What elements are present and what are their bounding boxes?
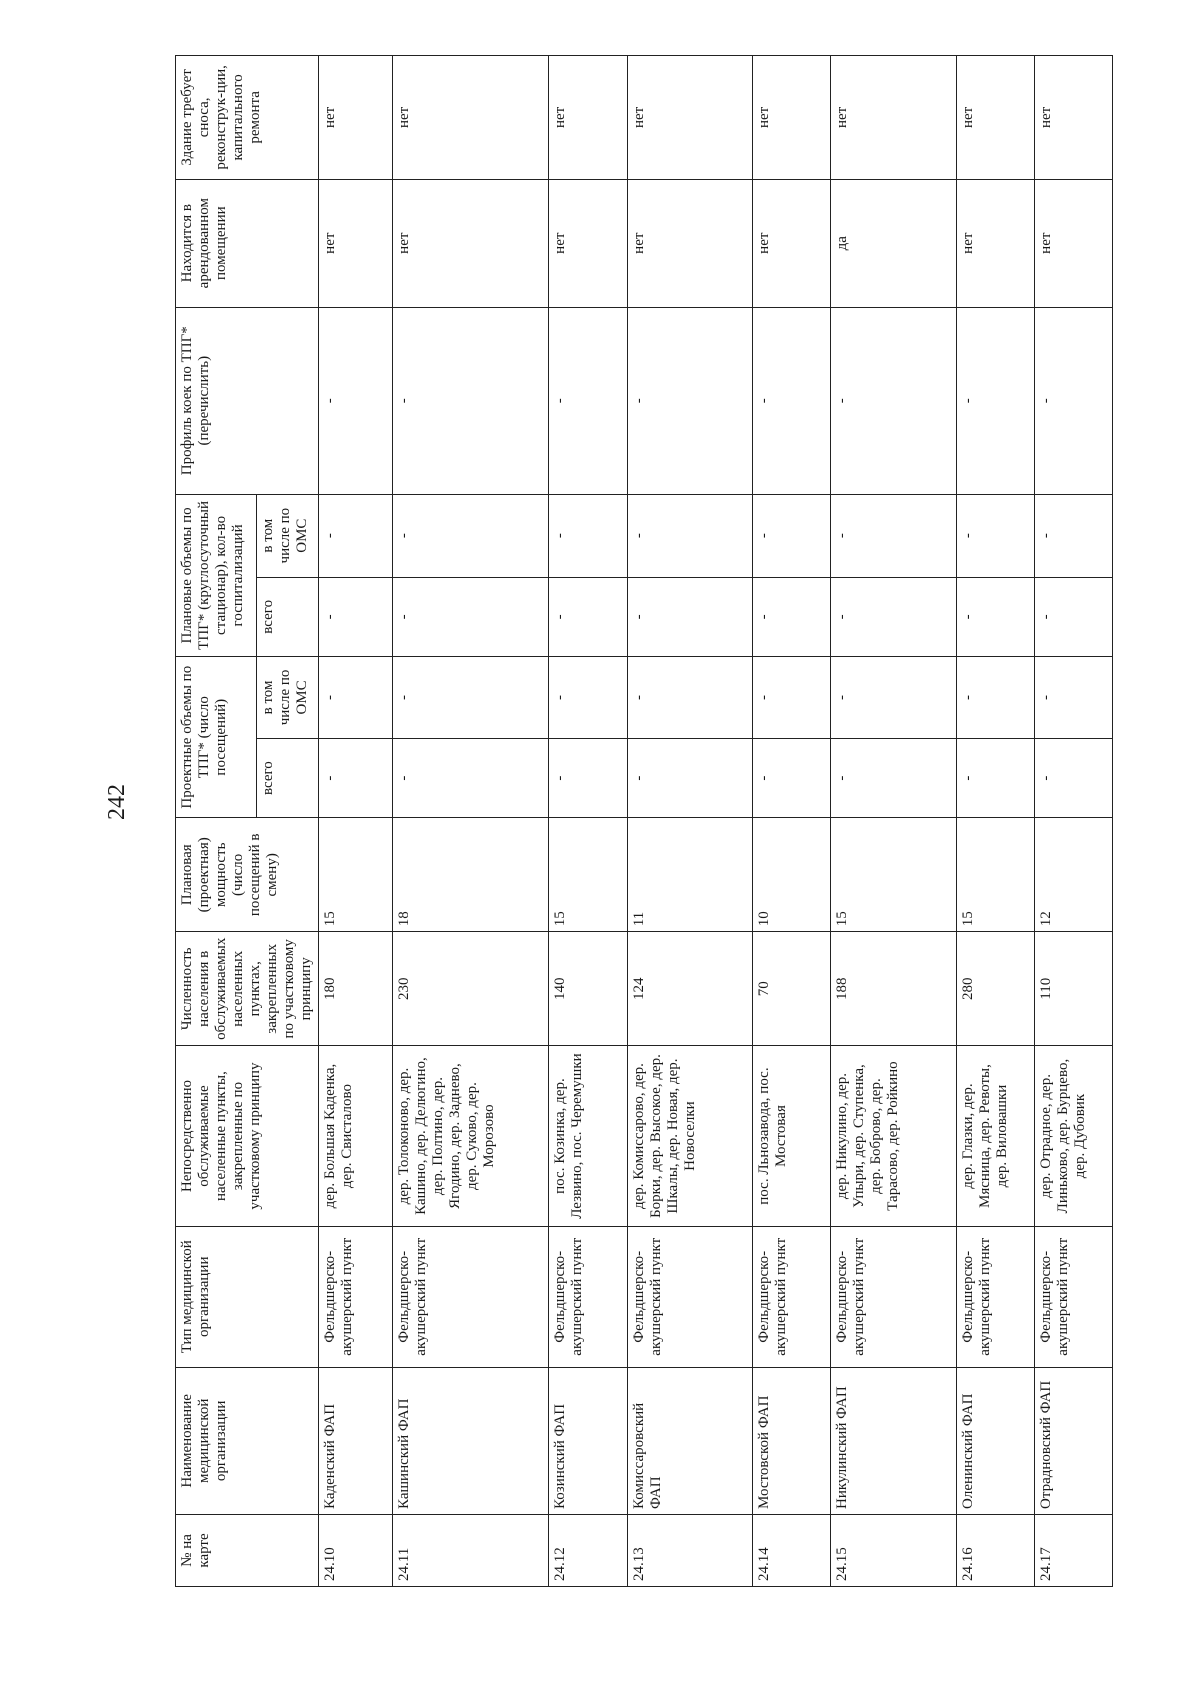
cell-capacity: 15 [319, 818, 393, 932]
cell-num: 24.16 [956, 1514, 1034, 1586]
cell-proj-oms: - [752, 657, 830, 739]
cell-capacity: 15 [956, 818, 1034, 932]
cell-rented: нет [1034, 179, 1112, 307]
cell-num: 24.13 [627, 1514, 752, 1586]
cell-proj-oms: - [627, 657, 752, 739]
cell-plan-oms: - [392, 494, 548, 577]
cell-proj-total: - [752, 738, 830, 818]
header-name: Наименование медицинской организации [176, 1367, 319, 1514]
header-repair: Здание требует сноса, реконструк-ции, капитального ремонта [176, 56, 319, 180]
cell-proj-total: - [392, 738, 548, 818]
cell-name: Никулинский ФАП [831, 1367, 956, 1514]
subheader-plan-oms: в том числе по ОМС [256, 494, 318, 577]
cell-plan-oms: - [319, 494, 393, 577]
medical-organizations-table [175, 55, 1113, 1587]
cell-name: Кашинский ФАП [392, 1367, 548, 1514]
cell-proj-oms: - [831, 657, 956, 739]
page-number: 242 [104, 784, 130, 820]
cell-num: 24.17 [1034, 1514, 1112, 1586]
cell-repair: нет [956, 56, 1034, 180]
cell-proj-oms: - [1034, 657, 1112, 739]
cell-population: 180 [319, 932, 393, 1046]
cell-capacity: 11 [627, 818, 752, 932]
table-row [1034, 56, 1112, 1587]
cell-rented: нет [319, 179, 393, 307]
cell-served: пос. Льнозавода, пос. Мостовая [752, 1046, 830, 1227]
header-plan-volume: Плановые объемы по ТПГ* (круглосуточный стационар), кол-во госпитализаций [176, 494, 257, 656]
cell-name: Оленинский ФАП [956, 1367, 1034, 1514]
table-row [752, 56, 830, 1587]
cell-beds: - [752, 307, 830, 494]
cell-repair: нет [319, 56, 393, 180]
cell-population: 140 [549, 932, 627, 1046]
cell-rented: нет [627, 179, 752, 307]
subheader-proj-total: всего [256, 738, 318, 818]
header-served: Непосредственно обслуживаемые населенные пункты, закрепленные по участковому принципу [176, 1046, 319, 1227]
cell-plan-total: - [1034, 577, 1112, 657]
cell-capacity: 15 [831, 818, 956, 932]
subheader-plan-total: всего [256, 577, 318, 657]
cell-repair: нет [392, 56, 548, 180]
header-beds: Профиль коек по ТПГ* (перечислить) [176, 307, 319, 494]
cell-capacity: 15 [549, 818, 627, 932]
cell-proj-total: - [549, 738, 627, 818]
cell-repair: нет [831, 56, 956, 180]
cell-served: дер. Глазки, дер. Мясница, дер. Ревоты, дер. Виловашки [956, 1046, 1034, 1227]
cell-num: 24.12 [549, 1514, 627, 1586]
cell-name: Комиссаровский ФАП [627, 1367, 752, 1514]
cell-plan-oms: - [752, 494, 830, 577]
cell-plan-total: - [319, 577, 393, 657]
header-proj-volume: Проектные объемы по ТПГ* (число посещений) [176, 657, 257, 818]
table-row [956, 56, 1034, 1587]
cell-rented: нет [956, 179, 1034, 307]
cell-beds: - [549, 307, 627, 494]
header-rented: Находится в арендованном помещении [176, 179, 319, 307]
cell-repair: нет [752, 56, 830, 180]
table-row [549, 56, 627, 1587]
table-row [319, 56, 393, 1587]
cell-capacity: 18 [392, 818, 548, 932]
cell-proj-total: - [956, 738, 1034, 818]
cell-proj-oms: - [549, 657, 627, 739]
cell-proj-total: - [1034, 738, 1112, 818]
cell-num: 24.15 [831, 1514, 956, 1586]
cell-served: дер. Комиссарово, дер. Борки, дер. Высокое, дер. Шкалы, дер. Новая, дер. Новоселки [627, 1046, 752, 1227]
cell-beds: - [831, 307, 956, 494]
cell-rented: нет [392, 179, 548, 307]
cell-population: 280 [956, 932, 1034, 1046]
cell-repair: нет [549, 56, 627, 180]
cell-capacity: 12 [1034, 818, 1112, 932]
cell-num: 24.14 [752, 1514, 830, 1586]
cell-capacity: 10 [752, 818, 830, 932]
cell-plan-total: - [956, 577, 1034, 657]
cell-served: дер. Толоконово, дер. Кашино, дер. Делюгино, дер. Полтино, дер. Ягодино, дер. Заднево, дер. Суково, дер. Морозово [392, 1046, 548, 1227]
cell-plan-total: - [627, 577, 752, 657]
cell-plan-oms: - [549, 494, 627, 577]
cell-beds: - [392, 307, 548, 494]
cell-proj-total: - [319, 738, 393, 818]
cell-population: 124 [627, 932, 752, 1046]
cell-repair: нет [627, 56, 752, 180]
cell-beds: - [1034, 307, 1112, 494]
cell-name: Отрадновский ФАП [1034, 1367, 1112, 1514]
cell-proj-oms: - [956, 657, 1034, 739]
table-row [392, 56, 548, 1587]
header-type: Тип медицинской организации [176, 1226, 319, 1367]
cell-proj-oms: - [319, 657, 393, 739]
cell-served: дер. Большая Каденка, дер. Свисталово [319, 1046, 393, 1227]
cell-plan-total: - [549, 577, 627, 657]
table-header-row [176, 56, 257, 1587]
cell-repair: нет [1034, 56, 1112, 180]
cell-population: 110 [1034, 932, 1112, 1046]
cell-rented: нет [752, 179, 830, 307]
cell-plan-oms: - [627, 494, 752, 577]
table-row [627, 56, 752, 1587]
cell-name: Мостовской ФАП [752, 1367, 830, 1514]
cell-plan-total: - [831, 577, 956, 657]
header-population: Численность населения в обслуживаемых населенных пунктах, закрепленных по участковому принципу [176, 932, 319, 1046]
header-num: № на карте [176, 1514, 319, 1586]
cell-population: 188 [831, 932, 956, 1046]
cell-beds: - [319, 307, 393, 494]
cell-plan-oms: - [1034, 494, 1112, 577]
table-row [831, 56, 956, 1587]
table-body [319, 56, 1113, 1587]
cell-plan-oms: - [831, 494, 956, 577]
cell-type: Фельдшерско-акушерский пункт [319, 1226, 393, 1367]
cell-proj-total: - [831, 738, 956, 818]
cell-type: Фельдшерско-акушерский пункт [1034, 1226, 1112, 1367]
cell-type: Фельдшерско-акушерский пункт [392, 1226, 548, 1367]
cell-num: 24.11 [392, 1514, 548, 1586]
cell-type: Фельдшерско-акушерский пункт [752, 1226, 830, 1367]
cell-beds: - [627, 307, 752, 494]
subheader-proj-oms: в том числе по ОМС [256, 657, 318, 739]
header-capacity: Плановая (проектная) мощность (число посещений в смену) [176, 818, 319, 932]
cell-population: 230 [392, 932, 548, 1046]
cell-served: дер. Отрадное, дер. Линьково, дер. Бурцево, дер. Дубовик [1034, 1046, 1112, 1227]
cell-plan-total: - [752, 577, 830, 657]
cell-name: Каденский ФАП [319, 1367, 393, 1514]
cell-population: 70 [752, 932, 830, 1046]
cell-rented: да [831, 179, 956, 307]
cell-name: Козинский ФАП [549, 1367, 627, 1514]
cell-proj-oms: - [392, 657, 548, 739]
cell-type: Фельдшерско-акушерский пункт [549, 1226, 627, 1367]
cell-rented: нет [549, 179, 627, 307]
cell-plan-oms: - [956, 494, 1034, 577]
cell-served: дер. Никулино, дер. Упыри, дер. Ступенка, дер. Боброво, дер. Тарасово, дер. Ройкино [831, 1046, 956, 1227]
rotated-table-container [175, 55, 1103, 1587]
cell-plan-total: - [392, 577, 548, 657]
cell-served: пос. Козинка, дер. Лезвино, пос. Черемушки [549, 1046, 627, 1227]
cell-type: Фельдшерско-акушерский пункт [831, 1226, 956, 1367]
cell-num: 24.10 [319, 1514, 393, 1586]
cell-type: Фельдшерско-акушерский пункт [956, 1226, 1034, 1367]
cell-beds: - [956, 307, 1034, 494]
cell-type: Фельдшерско-акушерский пункт [627, 1226, 752, 1367]
cell-proj-total: - [627, 738, 752, 818]
